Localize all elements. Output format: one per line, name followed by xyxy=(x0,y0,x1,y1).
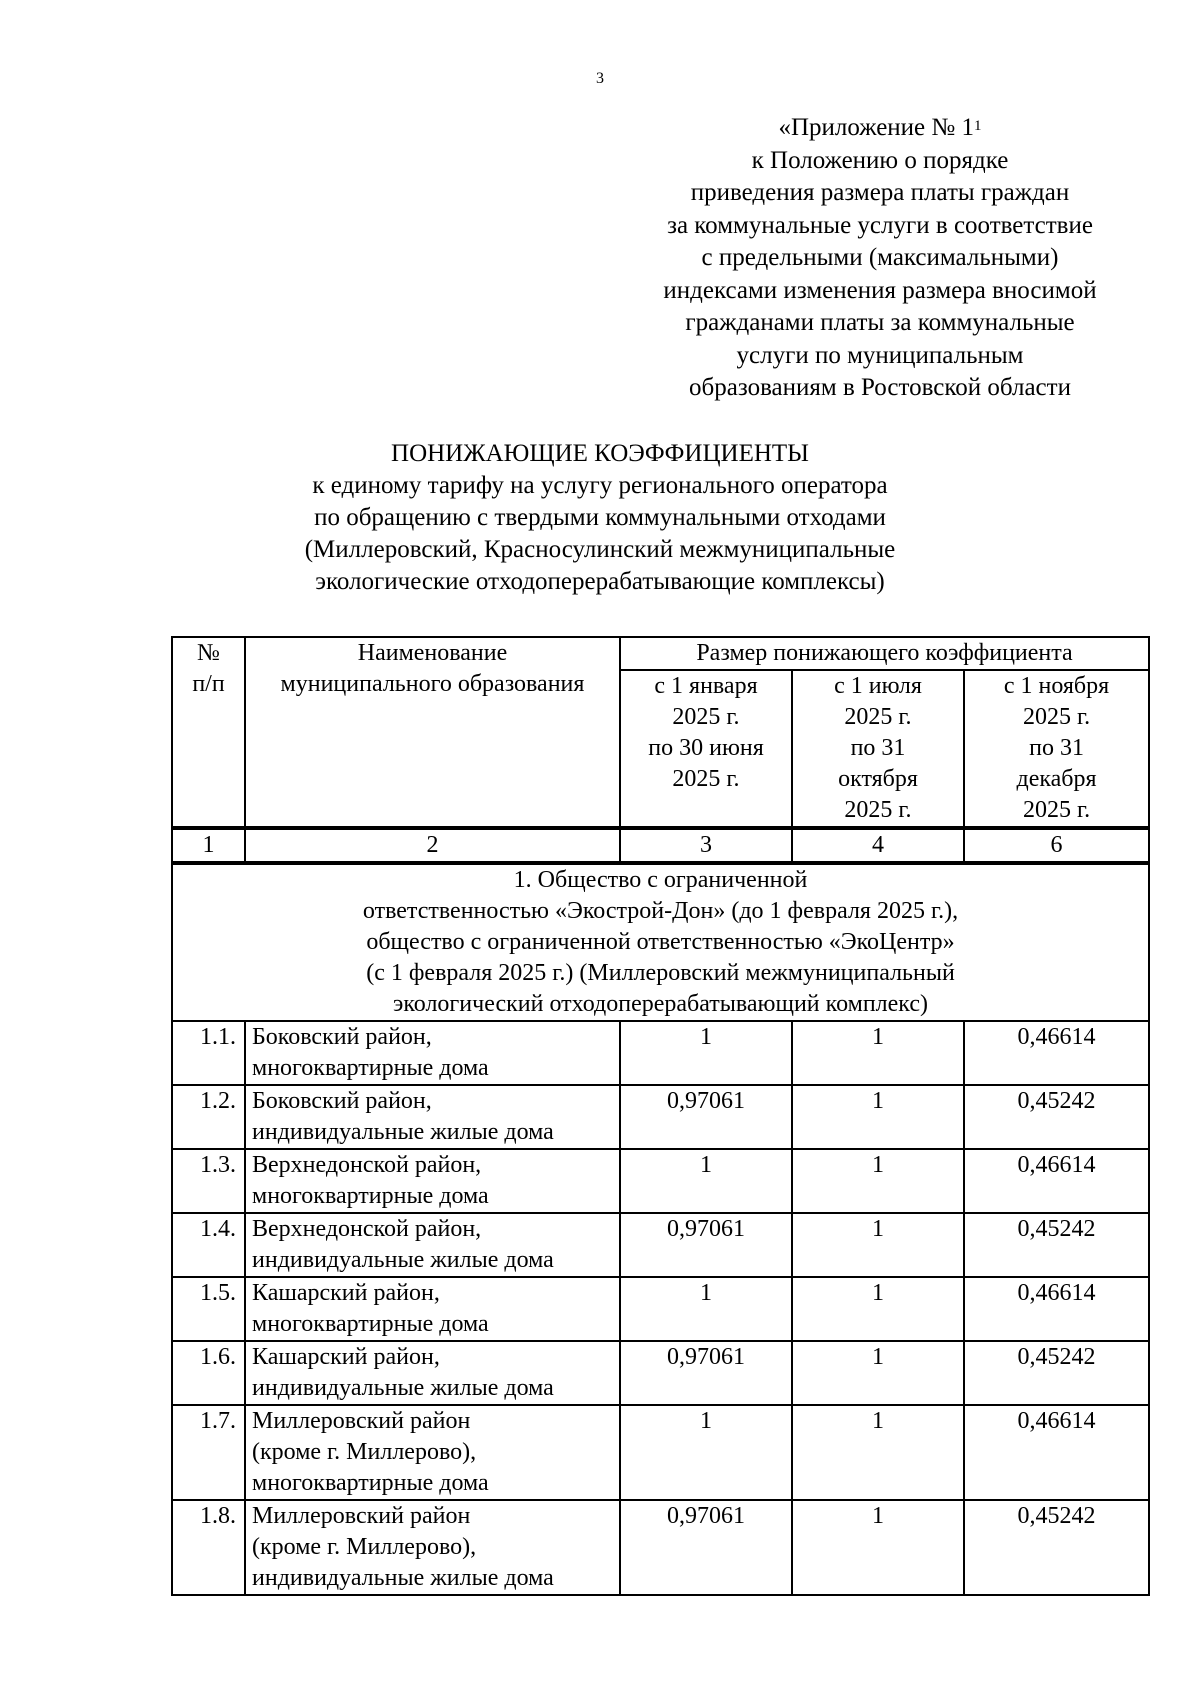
row-name: Кашарский район, многоквартирные дома xyxy=(245,1277,620,1341)
column-number: 1 xyxy=(172,828,245,863)
appendix-line: к Положению о порядке xyxy=(751,146,1009,174)
row-value-period-1: 0,97061 xyxy=(620,1085,792,1149)
table-row xyxy=(172,1277,1149,1341)
section-title: 1. Общество с ограниченной ответственностью «Экострой-Дон» (до 1 февраля 2025 г.), общество с ограниченной ответственностью «ЭкоЦентр» (с 1 февраля 2025 г.) (Миллеровский межмуниципальный экологический отходоперерабатывающий комплекс) xyxy=(172,863,1149,1021)
appendix-line: с предельными (максимальными) xyxy=(701,244,1059,271)
row-name: Верхнедонской район, многоквартирные дома xyxy=(245,1149,620,1213)
row-name: Миллеровский район (кроме г. Миллерово), индивидуальные жилые дома xyxy=(245,1500,620,1595)
section-row xyxy=(172,863,1149,1021)
row-value-period-3: 0,45242 xyxy=(964,1213,1149,1277)
title-line: экологические отходоперерабатывающие комплексы) xyxy=(315,568,885,595)
row-value-period-1: 0,97061 xyxy=(620,1341,792,1405)
row-number: 1.3. xyxy=(172,1149,245,1213)
appendix-line: индексами изменения размера вносимой xyxy=(663,276,1097,304)
title-line: к единому тарифу на услугу регионального оператора xyxy=(312,472,888,499)
coefficients-table xyxy=(171,636,1150,1596)
row-value-period-2: 1 xyxy=(792,1085,964,1149)
table-row xyxy=(172,1085,1149,1149)
row-value-period-2: 1 xyxy=(792,1149,964,1213)
appendix-line: образованиям в Ростовской области xyxy=(689,374,1071,401)
row-name: Кашарский район, индивидуальные жилые дома xyxy=(245,1341,620,1405)
header-no-cell: № п/п xyxy=(172,637,245,828)
row-value-period-2: 1 xyxy=(792,1341,964,1405)
document-title xyxy=(0,438,1200,598)
header-name-cell: Наименование муниципального образования xyxy=(245,637,620,828)
header-period-1: с 1 января 2025 г. по 30 июня 2025 г. xyxy=(620,670,792,828)
column-numbers-row xyxy=(172,828,1149,863)
header-period-2: с 1 июля 2025 г. по 31 октября 2025 г. xyxy=(792,670,964,828)
row-value-period-3: 0,45242 xyxy=(964,1341,1149,1405)
table-header-row xyxy=(172,637,1149,670)
table-row xyxy=(172,1213,1149,1277)
row-value-period-3: 0,45242 xyxy=(964,1085,1149,1149)
table-row xyxy=(172,1021,1149,1085)
row-value-period-1: 1 xyxy=(620,1405,792,1500)
column-number: 2 xyxy=(245,828,620,863)
row-value-period-3: 0,46614 xyxy=(964,1277,1149,1341)
title-heading: ПОНИЖАЮЩИЕ КОЭФФИЦИЕНТЫ xyxy=(391,440,809,467)
row-name: Верхнедонской район, индивидуальные жилые дома xyxy=(245,1213,620,1277)
title-line: по обращению с твердыми коммунальными отходами xyxy=(314,504,886,531)
row-value-period-2: 1 xyxy=(792,1213,964,1277)
table-row xyxy=(172,1341,1149,1405)
row-name: Боковский район, многоквартирные дома xyxy=(245,1021,620,1085)
row-value-period-3: 0,45242 xyxy=(964,1500,1149,1595)
column-number: 4 xyxy=(792,828,964,863)
appendix-title: «Приложение № $1^1$ xyxy=(778,114,982,141)
appendix-line: за коммунальные услуги в соответствие xyxy=(667,211,1093,239)
row-value-period-1: 0,97061 xyxy=(620,1213,792,1277)
appendix-line: услуги по муниципальным xyxy=(736,341,1024,369)
row-value-period-1: 1 xyxy=(620,1277,792,1341)
row-number: 1.5. xyxy=(172,1277,245,1341)
appendix-line: приведения размера платы граждан xyxy=(690,179,1070,206)
title-line: (Миллеровский, Красносулинский межмуниципальные xyxy=(304,536,896,563)
row-name: Боковский район, индивидуальные жилые дома xyxy=(245,1085,620,1149)
appendix-line: гражданами платы за коммунальные xyxy=(685,309,1075,336)
header-coef-title: Размер понижающего коэффициента xyxy=(620,637,1149,670)
appendix-block xyxy=(620,112,1140,405)
row-name: Миллеровский район (кроме г. Миллерово), многоквартирные дома xyxy=(245,1405,620,1500)
row-number: 1.7. xyxy=(172,1405,245,1500)
column-number: 3 xyxy=(620,828,792,863)
page-number: 3 xyxy=(596,70,604,87)
row-number: 1.2. xyxy=(172,1085,245,1149)
row-value-period-1: 1 xyxy=(620,1021,792,1085)
table-row xyxy=(172,1149,1149,1213)
row-value-period-2: 1 xyxy=(792,1405,964,1500)
row-value-period-3: 0,46614 xyxy=(964,1021,1149,1085)
table-row xyxy=(172,1500,1149,1595)
row-number: 1.6. xyxy=(172,1341,245,1405)
row-value-period-1: 0,97061 xyxy=(620,1500,792,1595)
column-number: 6 xyxy=(964,828,1149,863)
row-value-period-1: 1 xyxy=(620,1149,792,1213)
row-value-period-3: 0,46614 xyxy=(964,1405,1149,1500)
header-period-3: с 1 ноября 2025 г. по 31 декабря 2025 г. xyxy=(964,670,1149,828)
row-number: 1.4. xyxy=(172,1213,245,1277)
row-value-period-2: 1 xyxy=(792,1021,964,1085)
row-value-period-2: 1 xyxy=(792,1277,964,1341)
row-number: 1.8. xyxy=(172,1500,245,1595)
row-number: 1.1. xyxy=(172,1021,245,1085)
row-value-period-3: 0,46614 xyxy=(964,1149,1149,1213)
table-row xyxy=(172,1405,1149,1500)
row-value-period-2: 1 xyxy=(792,1500,964,1595)
appendix-superscript: 1 xyxy=(974,118,982,134)
